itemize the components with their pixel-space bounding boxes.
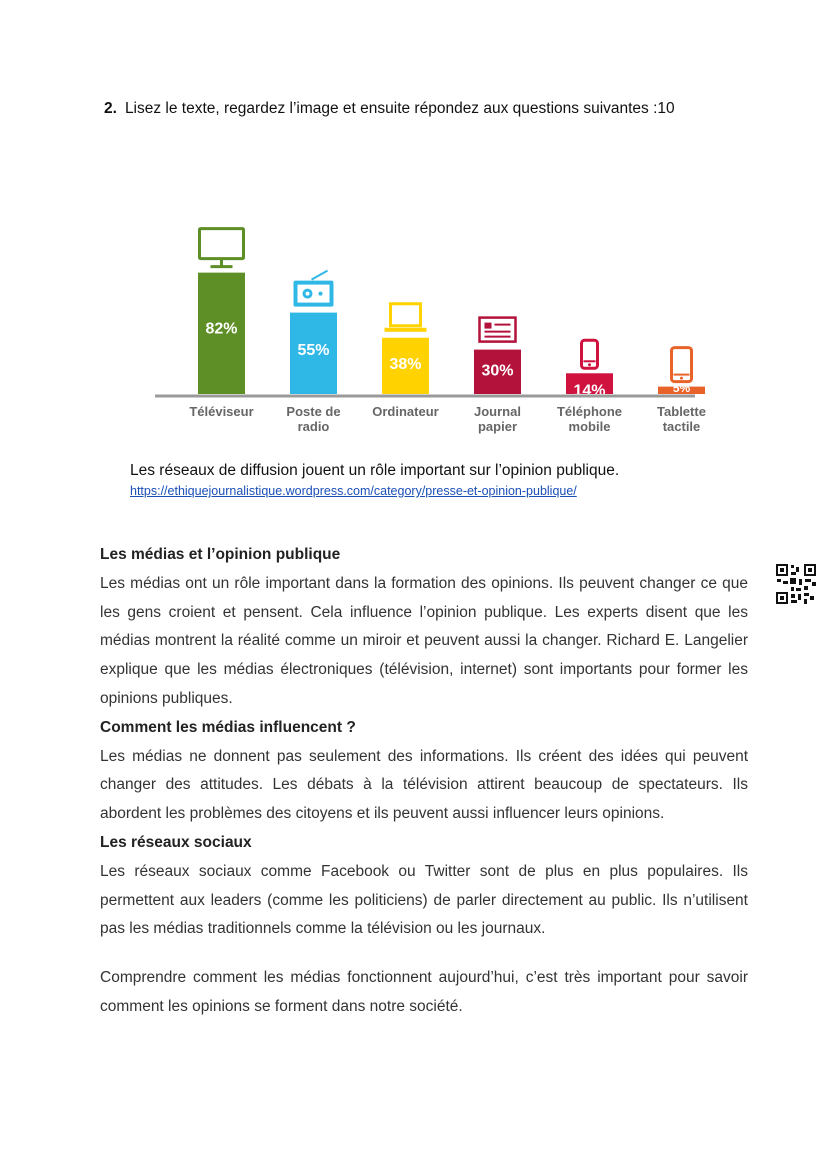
value-label-2: 38% — [389, 356, 422, 374]
value-label-4: 14% — [573, 382, 606, 400]
tv-icon — [200, 229, 244, 267]
mobile-phone-icon — [582, 340, 598, 368]
category-label-4: Téléphone mobile — [556, 404, 623, 434]
article — [100, 541, 748, 1022]
article-title: Les médias et l’opinion publique — [100, 546, 341, 563]
value-label-0: 82% — [205, 320, 238, 338]
newspaper-icon — [480, 318, 516, 342]
tablet-icon — [672, 348, 692, 382]
media-usage-chart — [150, 160, 710, 445]
article-paragraph-4: Comprendre comment les médias fonctionnent aujourd’hui, c’est très important pour savoir comment les opinions se forment dans notre société. — [100, 969, 748, 1015]
category-label-2: Ordinateur — [372, 404, 439, 419]
qr-code-icon — [776, 564, 816, 604]
article-paragraph-2: Les médias ne donnent pas seulement des informations. Ils créent des idées qui peuvent changer des attitudes. Les débats à la télévision attirent beaucoup de spectateurs. Ils abordent les problèmes des citoyens et ils peuvent aussi influencer leurs opinions. — [100, 747, 748, 823]
value-label-5: 5% — [672, 381, 691, 395]
category-label-1: Poste de radio — [286, 404, 341, 434]
question-text: Lisez le texte, regardez l’image et ensuite répondez aux questions suivantes :10 — [124, 100, 675, 117]
category-label-3: Journal papier — [474, 404, 521, 434]
section-heading-influence: Comment les médias influencent ? — [100, 718, 356, 736]
chart-caption: Les réseaux de diffusion jouent un rôle important sur l’opinion publique. — [130, 462, 620, 479]
article-paragraph-3: Les réseaux sociaux comme Facebook ou Twitter sont de plus en plus populaires. Ils permettent aux leaders (comme les politiciens) de parler directement au public. Ils n’utilisent pas les médias traditionnels comme la télévision ou les journaux. — [100, 862, 748, 938]
value-label-1: 55% — [297, 342, 330, 360]
question-heading — [104, 100, 675, 118]
source-link[interactable]: https://ethiquejournalistique.wordpress.com/category/presse-et-opinion-publique/ — [130, 484, 577, 498]
laptop-icon — [385, 304, 427, 332]
article-paragraph-1: Les médias ont un rôle important dans la formation des opinions. Ils peuvent changer ce que les gens croient et pensent. Cela influence l’opinion publique. Les experts disent que les médias montrent la réalité comme un miroir et peuvent aussi la changer. Richard E. Langelier explique que les médias électroniques (télévision, internet) sont importants pour former les opinions publiques. — [100, 574, 748, 707]
radio-icon — [294, 271, 334, 307]
section-heading-social-networks: Les réseaux sociaux — [100, 833, 252, 851]
question-number: 2. — [104, 100, 117, 117]
category-label-0: Téléviseur — [189, 404, 254, 419]
category-label-5: Tablette tactile — [657, 404, 706, 434]
value-label-3: 30% — [481, 362, 514, 380]
